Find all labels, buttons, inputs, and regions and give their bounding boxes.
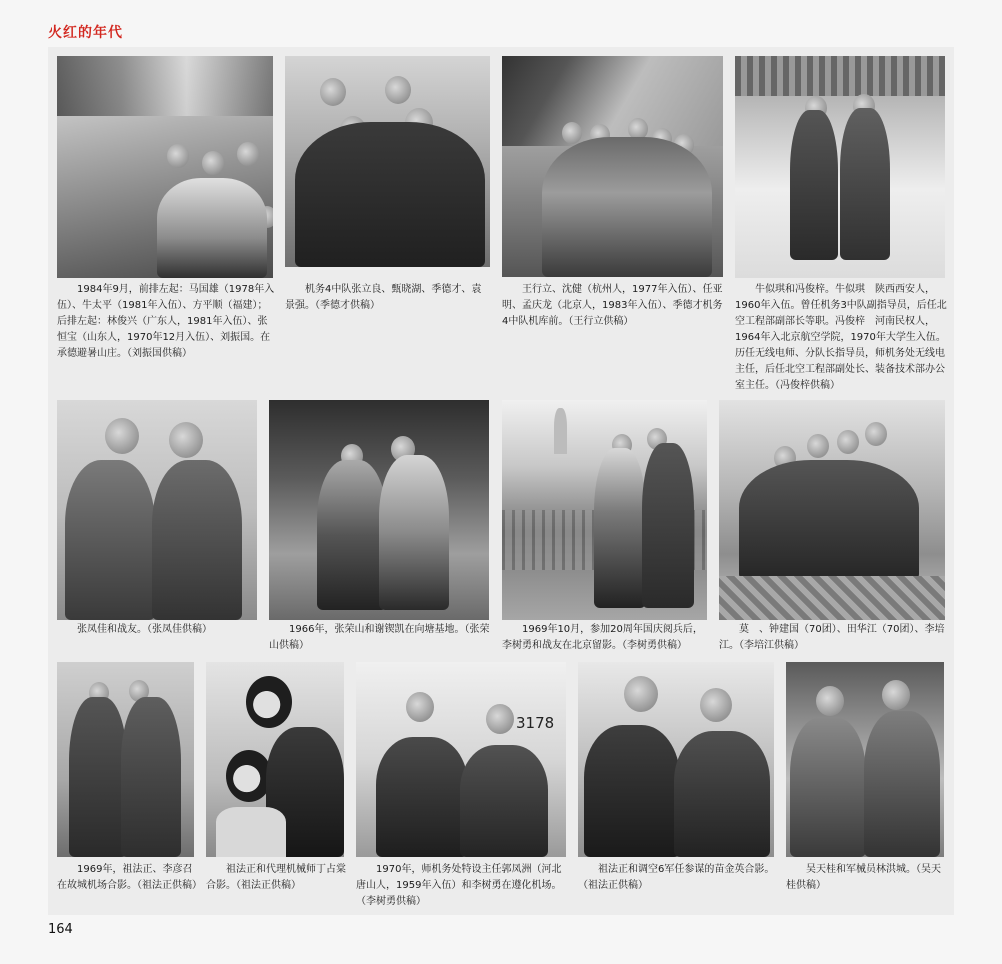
photo-11-two-at-airfield [356,662,566,857]
section-title: 火红的年代 [48,25,123,41]
caption-7: 1969年10月，参加20周年国庆阅兵后，李树勇和战友在北京留影。（李树勇供稿） [502,624,703,651]
aircraft-tail-number: 3178 [516,714,555,732]
photo-10-two-young-men [206,662,344,857]
photo-12-two-officers [578,662,774,857]
photo-9-two-in-greatcoats [57,662,194,857]
caption-2: 机务4中队张立良、甄晓湖、季德才、袁景强。（季德才供稿） [285,284,482,311]
photo-1-group-at-mountain-resort [57,56,273,278]
caption-8: 莫 、钟建国（70团）、田华江（70团）、李培江。（李培江供稿） [719,624,945,651]
caption-11: 1970年，师机务处特设主任郭凤洲（河北唐山人，1959年入伍）和李树勇在遵化机场。（李树勇供稿） [356,864,562,907]
photo-4-two-officers-at-palace [735,56,945,278]
caption-4: 牛似琪和冯俊梓。牛似琪 陕西西安人，1960年入伍。曾任机务3中队副指导员，后任北空工程部副部长等职。冯俊梓 河南民权人，1964年入北京航空学院，1970年大学生入伍。历任无线电师、分队长指导员，师机务处无线电主任，后任北空工程部副处长、装备技术部办公室主任。（冯俊梓供稿） [735,284,947,391]
caption-12: 祖法正和调空6军任参谋的苗金英合影。（祖法正供稿） [578,864,775,891]
photo-13-two-soldiers [786,662,944,857]
caption-1: 1984年9月，前排左起：马国雄（1978年入伍）、牛太平（1981年入伍）、方平顺（福建）；后排左起：林俊兴（广东人，1981年入伍）、张恒宝（山东人，1970年12月入伍）、刘振国。在承德避暑山庄。（刘振国供稿） [57,284,275,359]
caption-13: 吴天桂和军械员林洪城。（吴天桂供稿） [786,864,941,891]
caption-5: 张凤佳和战友。（张凤佳供稿） [77,624,212,635]
caption-3: 王行立、沈健（杭州人，1977年入伍）、任亚明、孟庆龙（北京人，1983年入伍）、季德才机务4中队机库前。（王行立供稿） [502,284,723,327]
photo-8-four-on-wall [719,400,945,620]
photo-2-four-soldiers [285,56,490,267]
photo-3-five-by-aircraft [502,56,723,277]
photo-5-two-comrades [57,400,257,620]
photo-6-two-seated-at-base [269,400,489,620]
caption-9: 1969年，祖法正、李彦召在故城机场合影。（祖法正供稿） [57,864,202,891]
caption-10: 祖法正和代理机械师丁占棠合影。（祖法正供稿） [206,864,346,891]
caption-6: 1966年，张荣山和谢锲凯在向塘基地。（张荣山供稿） [269,624,490,651]
photo-7-beihai-park [502,400,707,620]
page-number: 164 [48,922,73,937]
